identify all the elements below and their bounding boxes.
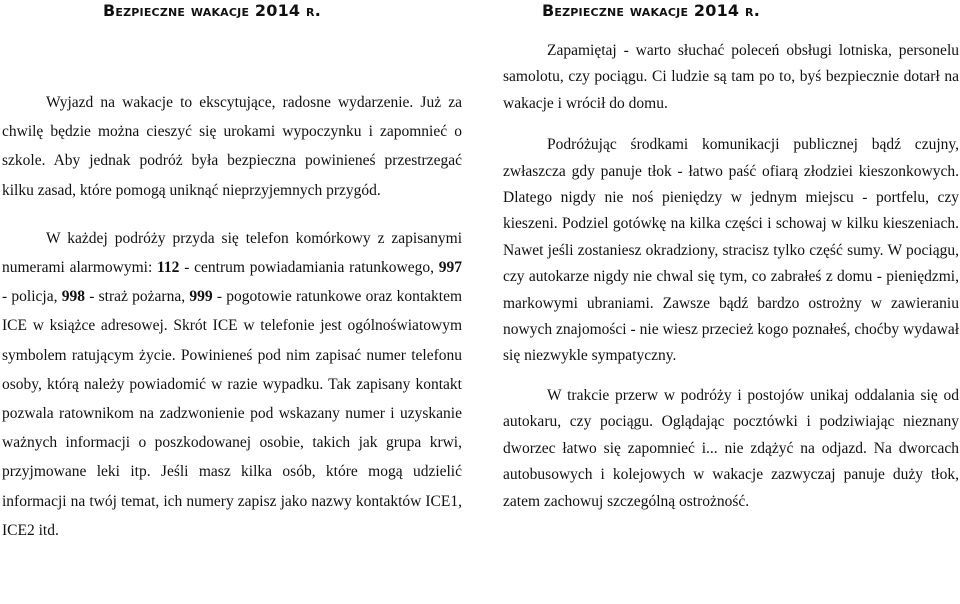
left-column (2, 88, 462, 545)
text-segment: - pogotowie ratunkowe oraz kontaktem ICE w książce adresowej. Skrót ICE w telefonie jest ogólnoświatowym symbolem ratującym życie. Powinieneś pod nim zapisać numer telefonu osoby, którą należy powiadomić w razie wypadku. Tak zapisany kontakt pozwala ratownikom na zadzwonienie pod wskazany numer i uzyskanie ważnych informacji o poszkodowanej osobie, takich jak grupa krwi, przyjmowane leki itp. Jeśli masz kilka osób, które mogą udzielić informacji na twój temat, ich numery zapisz jako nazwy kontaktów ICE1, ICE2 itd. (2, 288, 462, 539)
page-title-right: Bezpieczne wakacje 2014 r. (542, 1, 760, 20)
page-title-left: Bezpieczne wakacje 2014 r. (103, 1, 321, 20)
emergency-number-112: 112 (157, 259, 180, 277)
emergency-number-998: 998 (61, 288, 85, 306)
stopovers-paragraph: W trakcie przerw w podróży i postojów unikaj oddalania się od autokaru, czy pociągu. Oglądając pocztówki i podziwiając nieznany dworzec łatwo się zapomnieć i... nie zdążyć na odjazd. Na dworcach autobusowych i kolejowych w wakacje zazwyczaj panuje duży tłok, zatem zachowuj szczególną ostrożność. (503, 386, 959, 510)
right-column (503, 38, 959, 515)
pickpocket-paragraph: Podróżując środkami komunikacji publicznej bądź czujny, zwłaszcza gdy panuje tłok - łatwo paść ofiarą złodziei kieszonkowych. Dlatego nigdy nie noś pieniędzy w jednym miejscu - portfelu, czy kieszeni. Podziel gotówkę na kilka części i schowaj w kilku kieszeniach. Nawet jeśli zostaniesz okradziony, stracisz tylko część sumy. W pociągu, czy autokarze nigdy nie chwal się tym, co zabrałeś z domu - pieniędzmi, markowymi ubraniami. Zawsze bądź bardzo ostrożny w zawieraniu nowych znajomości - nie wiesz przecież kogo poznałeś, choćby wydawał się niezwykle sympatyczny. (503, 136, 959, 365)
emergency-number-997: 997 (438, 259, 462, 277)
text-segment: - policja, (2, 288, 62, 306)
text-segment: - straż pożarna, (84, 288, 190, 306)
staff-instructions-paragraph: Zapamiętaj - warto słuchać poleceń obsługi lotniska, personelu samolotu, czy pociągu. Ci ludzie są tam po to, byś bezpiecznie dotarł na wakacje i wrócił do domu. (503, 42, 959, 112)
text-segment: - centrum powiadamiania ratunkowego, (179, 259, 439, 277)
emergency-number-999: 999 (189, 288, 213, 306)
emergency-numbers-paragraph (2, 224, 462, 545)
intro-paragraph: Wyjazd na wakacje to ekscytujące, radosne wydarzenie. Już za chwilę będzie można cieszyć się urokami wypoczynku i zapomnieć o szkole. Aby jednak podróż była bezpieczna powinieneś przestrzegać kilku zasad, które pomogą uniknąć nieprzyjemnych przygód. (2, 94, 462, 199)
text-segment: W każdej podróży przyda się telefon komórkowy z zapisanymi numerami alarmowymi: (2, 229, 462, 277)
